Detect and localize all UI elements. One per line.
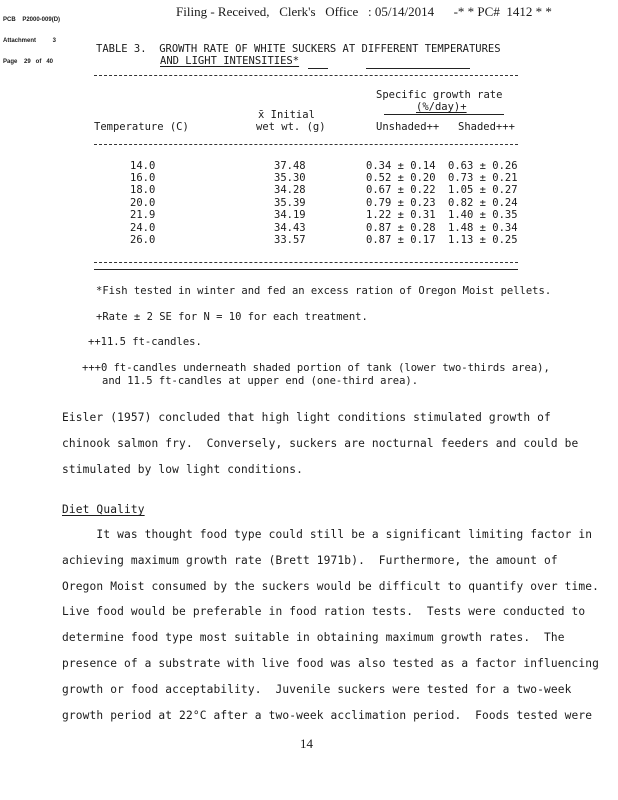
cell-weight: 34.28: [274, 184, 306, 196]
cell-unshaded: 0.87 ± 0.28: [366, 222, 436, 234]
cell-unshaded: 0.52 ± 0.20: [366, 172, 436, 184]
table-title: TABLE 3. GROWTH RATE OF WHITE SUCKERS AT DIFFERENT TEMPERATURES: [96, 43, 501, 55]
growth-group-units: (%/day)+: [416, 101, 467, 113]
table-header-rule: [94, 144, 518, 145]
paragraph-line: chinook salmon fry. Conversely, suckers are nocturnal feeders and could be: [62, 437, 579, 450]
stamp-line: Attachment 3: [3, 38, 57, 44]
footnote-shaded-cont: and 11.5 ft-candles at upper end (one-third area).: [102, 375, 419, 387]
cell-weight: 35.39: [274, 197, 306, 209]
weight-header: x̄ Initial: [258, 109, 315, 121]
weight-header-units: wet wt. (g): [256, 121, 326, 133]
cell-shaded: 0.73 ± 0.21: [448, 172, 518, 184]
footnote-unshaded: ++11.5 ft-candles.: [88, 336, 202, 348]
cell-unshaded: 0.79 ± 0.23: [366, 197, 436, 209]
page-number: 14: [300, 736, 313, 751]
cell-unshaded: 0.67 ± 0.22: [366, 184, 436, 196]
cell-temperature: 18.0: [130, 184, 156, 196]
paragraph-line: growth or food acceptability. Juvenile suckers were tested for a two-week: [62, 683, 572, 696]
cell-unshaded: 0.34 ± 0.14: [366, 160, 436, 172]
growth-group-header: Specific growth rate: [376, 89, 503, 101]
growth-group-rule: [384, 114, 504, 115]
cell-weight: 33.57: [274, 234, 306, 246]
stamp-line: PCB P2000-009(D): [3, 17, 61, 23]
footnote-shaded: +++0 ft-candles underneath shaded portion of tank (lower two-thirds area),: [82, 362, 550, 374]
paragraph-line: achieving maximum growth rate (Brett 1971b). Furthermore, the amount of: [62, 554, 558, 567]
paragraph-line: stimulated by low light conditions.: [62, 463, 303, 476]
paragraph-line: growth period at 22°C after a two-week acclimation period. Foods tested were: [62, 709, 593, 722]
cell-weight: 35.30: [274, 172, 306, 184]
paragraph-line: It was thought food type could still be a significant limiting factor in: [62, 528, 593, 541]
cell-temperature: 20.0: [130, 197, 156, 209]
paragraph-line: determine food type most suitable in obtaining maximum growth rates. The: [62, 631, 565, 644]
cell-shaded: 1.40 ± 0.35: [448, 209, 518, 221]
footnote-rate: +Rate ± 2 SE for N = 10 for each treatment.: [96, 311, 368, 323]
shaded-header: Shaded+++: [458, 121, 515, 133]
section-heading: Diet Quality: [62, 503, 145, 516]
paragraph-line: Oregon Moist consumed by the suckers would be difficult to quantify over time.: [62, 580, 600, 593]
unshaded-header: Unshaded++: [376, 121, 440, 133]
cell-weight: 34.19: [274, 209, 306, 221]
title-underline-segment: [366, 68, 470, 69]
cell-shaded: 1.13 ± 0.25: [448, 234, 518, 246]
cell-unshaded: 1.22 ± 0.31: [366, 209, 436, 221]
paragraph-line: Live food would be preferable in food ration tests. Tests were conducted to: [62, 605, 586, 618]
title-underline-segment: [308, 68, 328, 69]
paragraph-line: presence of a substrate with live food was also tested as a factor influencing: [62, 657, 600, 670]
cell-shaded: 1.05 ± 0.27: [448, 184, 518, 196]
paragraph-line: Eisler (1957) concluded that high light conditions stimulated growth of: [62, 411, 551, 424]
table-title-line2: AND LIGHT INTENSITIES*: [160, 55, 300, 67]
cell-temperature: 21.9: [130, 209, 156, 221]
cell-unshaded: 0.87 ± 0.17: [366, 234, 436, 246]
cell-shaded: 0.63 ± 0.26: [448, 160, 518, 172]
cell-weight: 34.43: [274, 222, 306, 234]
cell-temperature: 16.0: [130, 172, 156, 184]
cell-temperature: 14.0: [130, 160, 156, 172]
filing-header: Filing - Received, Clerk's Office : 05/14/2014 -* * PC# 1412 * *: [176, 4, 552, 19]
cell-temperature: 26.0: [130, 234, 156, 246]
cell-weight: 37.48: [274, 160, 306, 172]
table-bottom-rule: [94, 262, 518, 263]
table-top-rule: [94, 75, 518, 76]
temperature-header: Temperature (C): [94, 121, 189, 133]
stamp-block: [3, 3, 60, 73]
cell-shaded: 1.48 ± 0.34: [448, 222, 518, 234]
table-bottom-rule: [94, 269, 518, 270]
footnote-fish: *Fish tested in winter and fed an excess ration of Oregon Moist pellets.: [96, 285, 552, 297]
cell-temperature: 24.0: [130, 222, 156, 234]
cell-shaded: 0.82 ± 0.24: [448, 197, 518, 209]
stamp-line: Page 29 of 40: [3, 59, 54, 65]
